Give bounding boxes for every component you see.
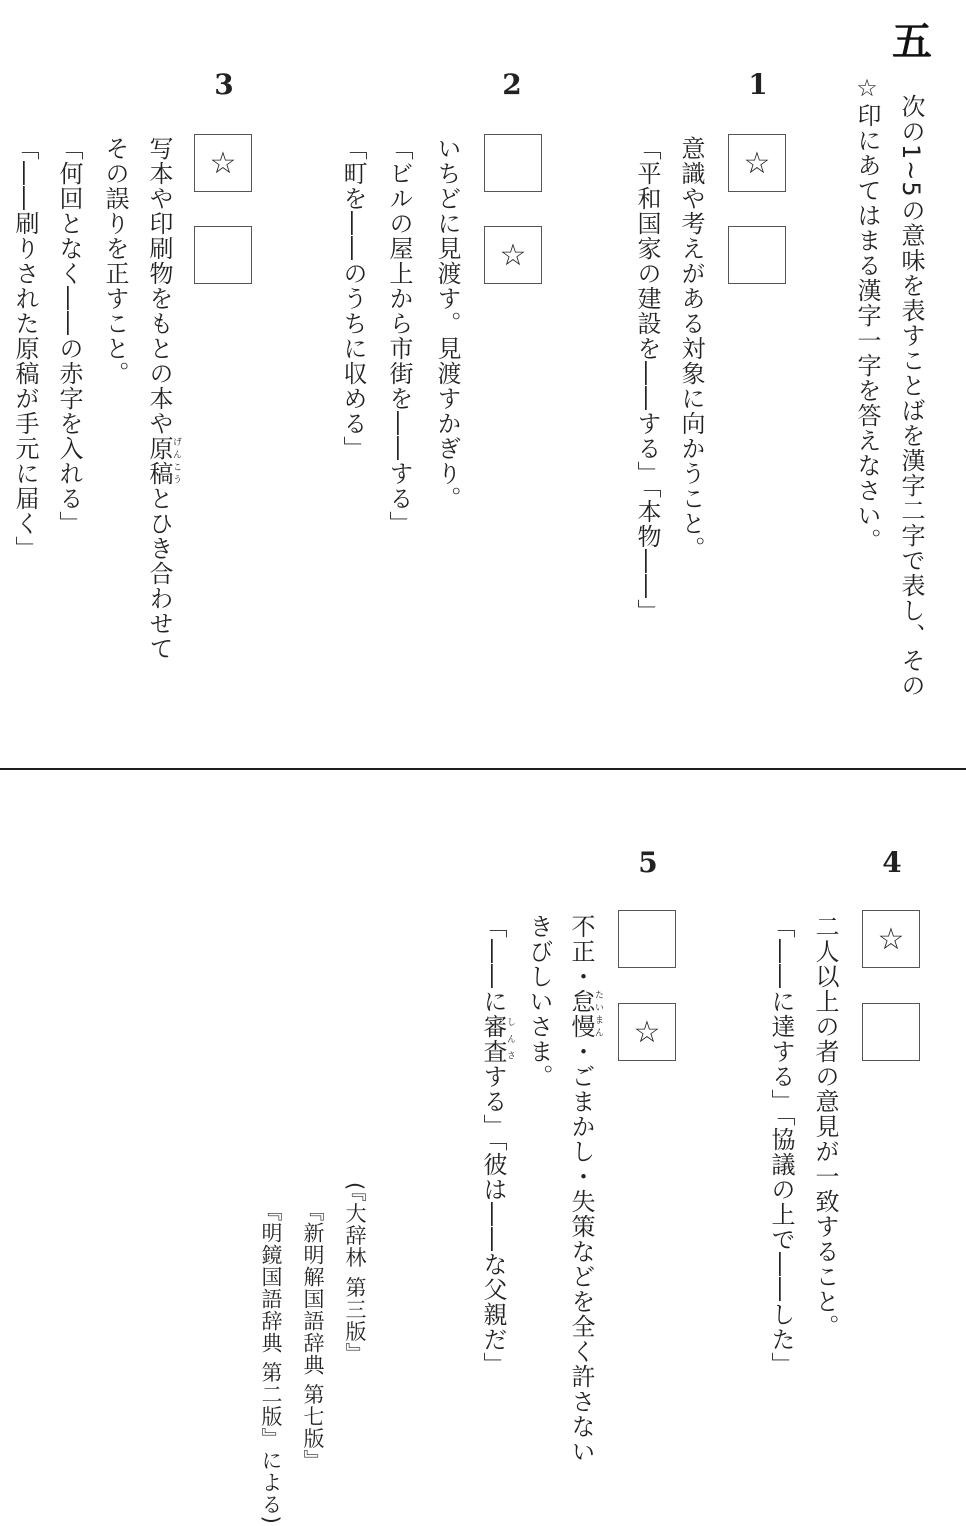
answer-box-2a[interactable] bbox=[484, 134, 542, 192]
source-2: 『新明解国語辞典 第七版』 bbox=[301, 1200, 325, 1472]
answer-box-1b[interactable] bbox=[728, 226, 786, 284]
example-usage-2: 「町を――のうちに収める」 bbox=[339, 136, 367, 461]
example-usage-1: 「何回となく――の赤字を入れる」 bbox=[55, 136, 83, 536]
answer-box-2b[interactable]: ☆ bbox=[484, 226, 542, 284]
ruby-genkou: 原稿げんこう bbox=[145, 436, 181, 486]
example-usage-2: 「――刷りされた原稿が手元に届く」 bbox=[11, 136, 39, 561]
page-divider bbox=[0, 768, 966, 770]
answer-box-5b[interactable]: ☆ bbox=[618, 1003, 676, 1061]
answer-box-3b[interactable] bbox=[194, 226, 252, 284]
question-number: 3 bbox=[214, 68, 234, 101]
definition: 意識や考えがある対象に向かうこと。 bbox=[677, 136, 705, 561]
definition: 二人以上の者の意見が一致すること。 bbox=[811, 914, 839, 1339]
example-usage: 「平和国家の建設を――する」「本物――」 bbox=[633, 136, 661, 624]
answer-box-1a[interactable]: ☆ bbox=[728, 134, 786, 192]
section-mark: 五 bbox=[892, 18, 932, 65]
example-usage: 「――に審査しんさする」「彼は――な父親だ」 bbox=[479, 914, 515, 1377]
definition-line-1: 写本や印刷物をもとの本や原稿げんこうとひき合わせて bbox=[145, 136, 181, 661]
question-number: 5 bbox=[638, 846, 658, 879]
example-usage: 「――に達する」「協議の上で――した」 bbox=[767, 914, 795, 1377]
answer-box-3a[interactable]: ☆ bbox=[194, 134, 252, 192]
source-3: 『明鏡国語辞典 第二版』による) bbox=[259, 1200, 283, 1525]
answer-box-4a[interactable]: ☆ bbox=[862, 910, 920, 968]
source-1: (『大辞林 第三版』 bbox=[343, 1182, 367, 1365]
instruction-line-1: 次の1~5の意味を表すことばを漢字二字で表し、その bbox=[897, 94, 925, 698]
definition-line-2: その誤りを正すこと。 bbox=[101, 136, 129, 386]
instruction-line-2: ☆印にあてはまる漢字一字を答えなさい。 bbox=[853, 74, 881, 553]
definition-line-1: 不正・怠慢たいまん・ごまかし・失策などを全く許さない bbox=[567, 914, 603, 1464]
question-number: 1 bbox=[748, 68, 768, 101]
example-usage-1: 「ビルの屋上から市街を――する」 bbox=[385, 136, 413, 536]
ruby-taiman: 怠慢たいまん bbox=[567, 989, 603, 1039]
question-number: 2 bbox=[502, 68, 522, 101]
definition: いちどに見渡す。見渡すかぎり。 bbox=[433, 136, 461, 511]
answer-box-4b[interactable] bbox=[862, 1003, 920, 1061]
answer-box-5a[interactable] bbox=[618, 910, 676, 968]
question-number: 4 bbox=[882, 846, 902, 879]
definition-line-2: きびしいさま。 bbox=[525, 914, 553, 1089]
ruby-shinsa: 審査しんさ bbox=[479, 1014, 515, 1064]
